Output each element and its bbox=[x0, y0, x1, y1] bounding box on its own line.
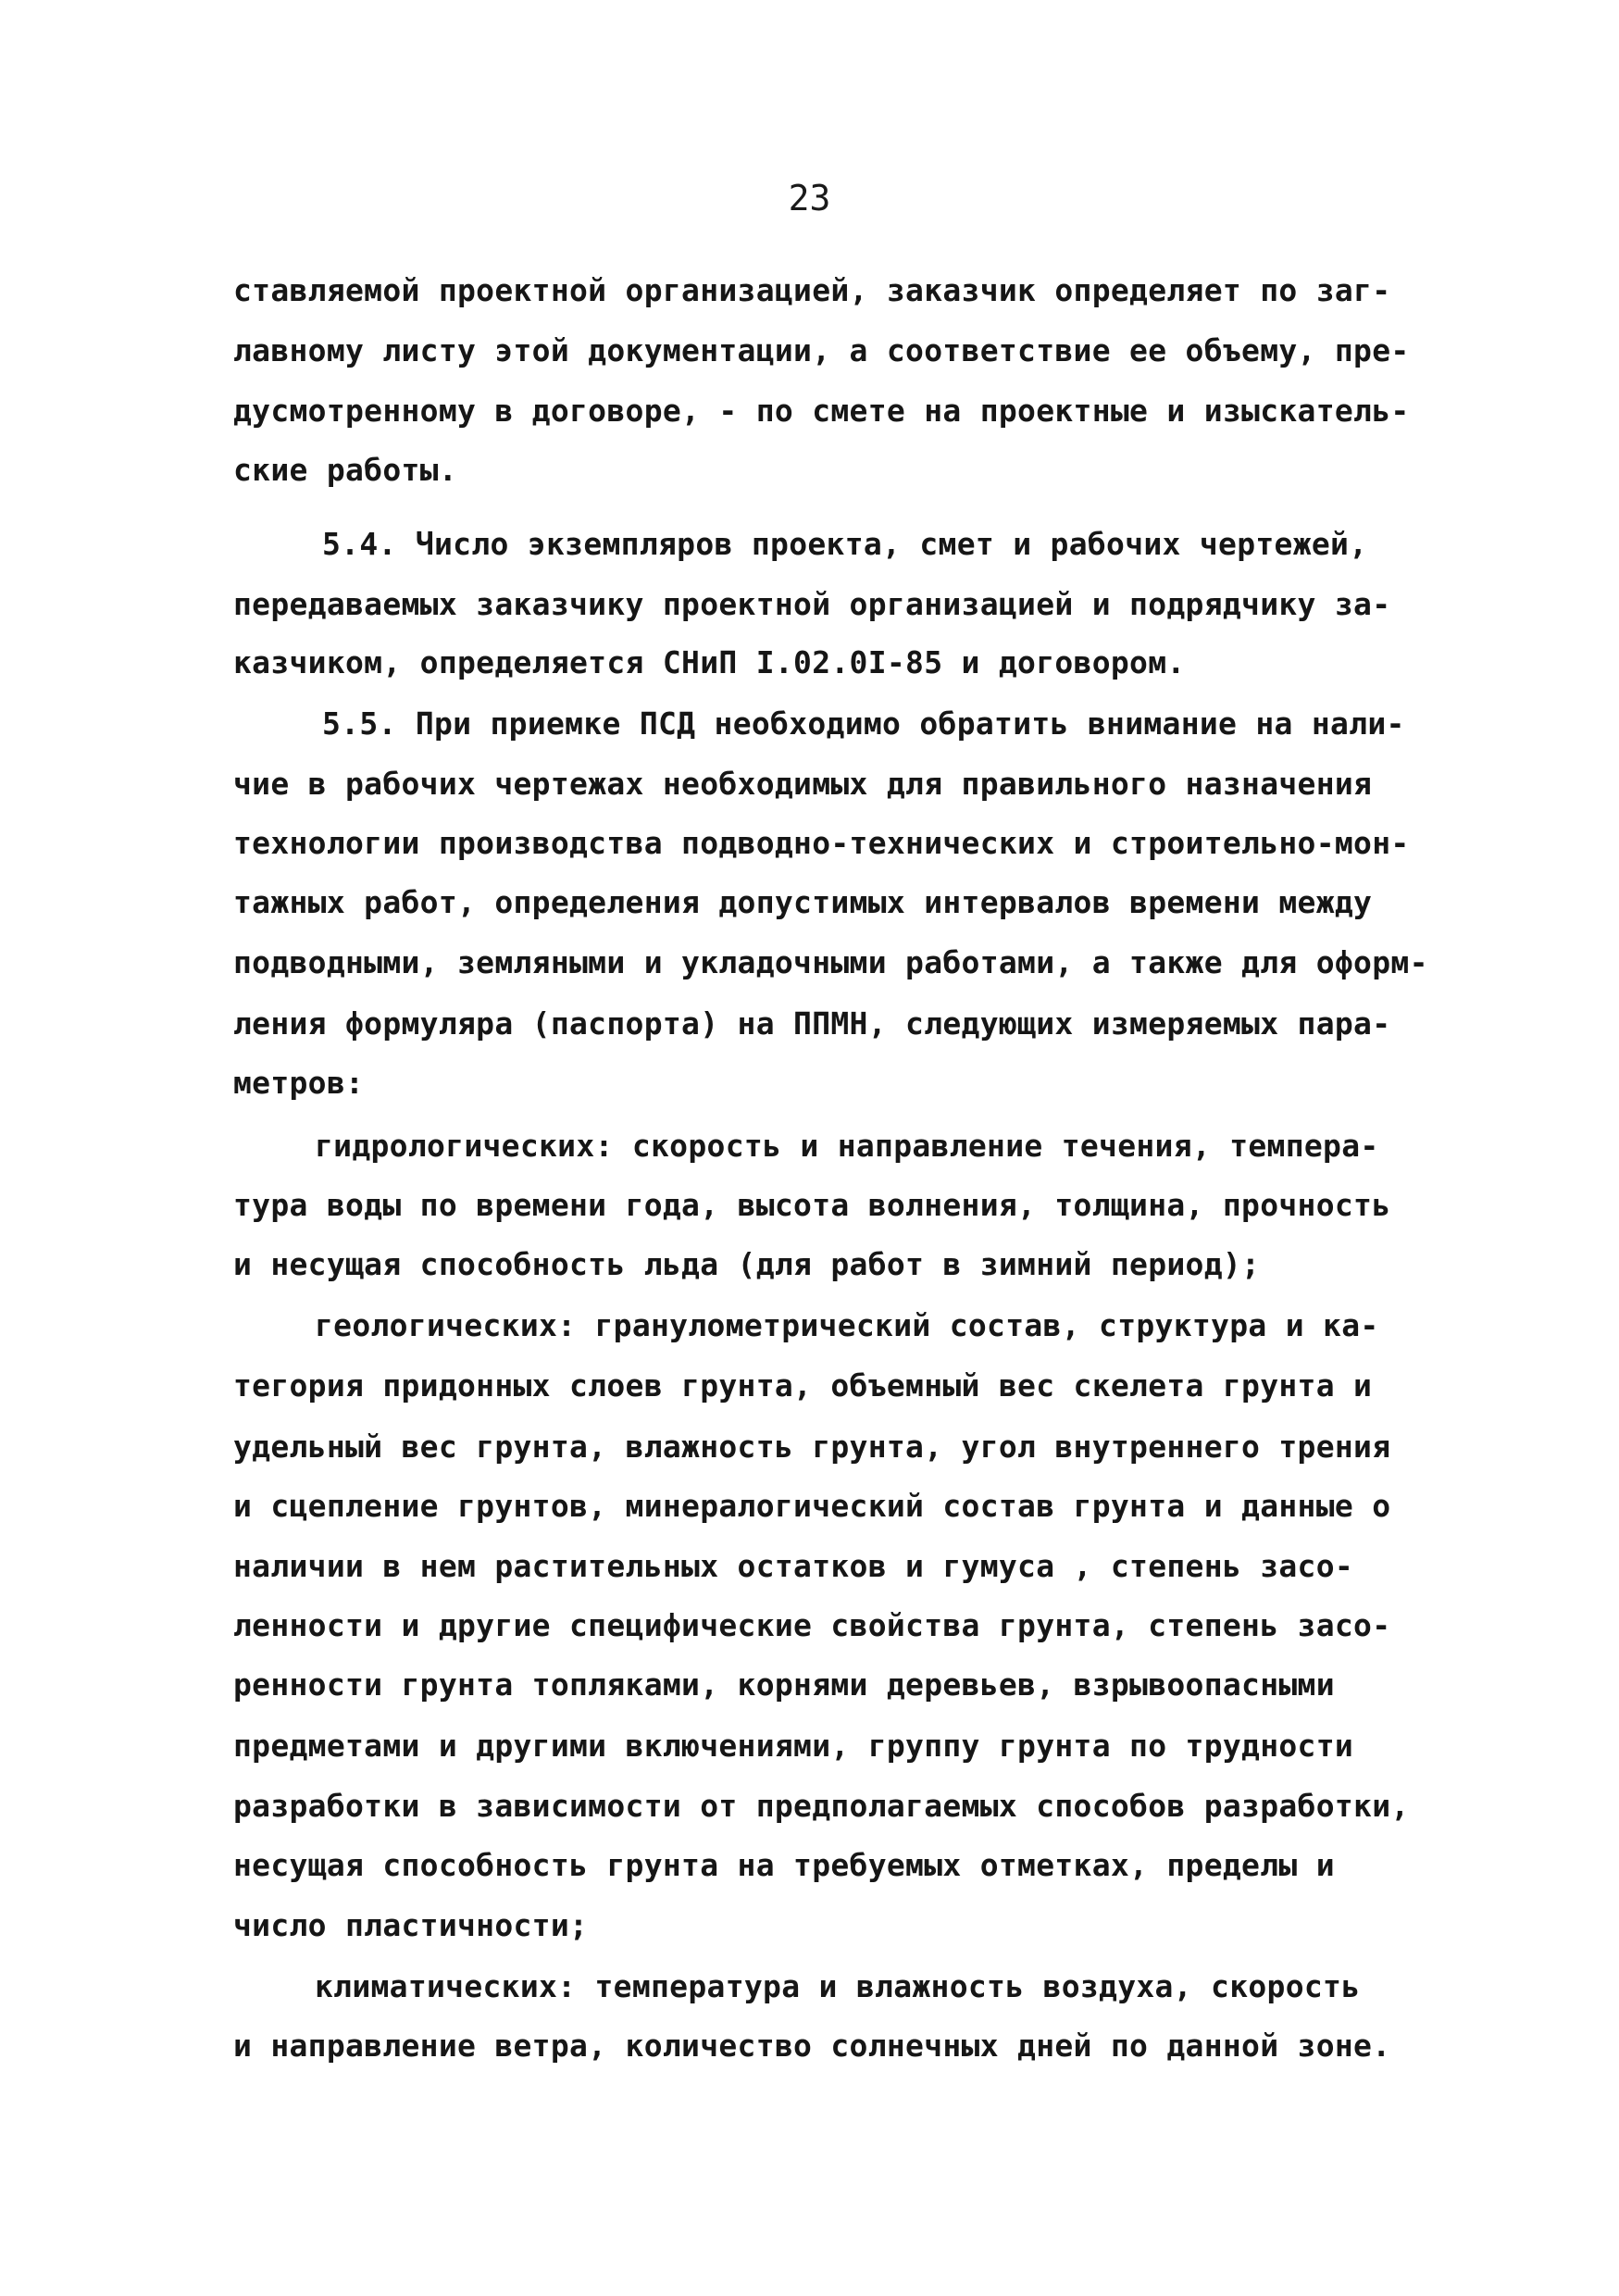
page-number: 23 bbox=[788, 178, 831, 218]
text-line: предметами и другими включениями, группу грунта по трудности bbox=[233, 1728, 1354, 1764]
text-line: ские работы. bbox=[233, 452, 458, 488]
text-line: чие в рабочих чертежах необходимых для правильного назначения bbox=[233, 766, 1373, 802]
text-line: климатических: температура и влажность воздуха, скорость bbox=[315, 1968, 1361, 2004]
text-line: передаваемых заказчику проектной организацией и подрядчику за- bbox=[233, 586, 1391, 622]
text-line: тура воды по времени года, высота волнения, толщина, прочность bbox=[233, 1187, 1391, 1223]
text-line: разработки в зависимости от предполагаемых способов разработки, bbox=[233, 1788, 1410, 1824]
text-line: и направление ветра, количество солнечных дней по данной зоне. bbox=[233, 2028, 1391, 2064]
text-line: ленности и другие специфические свойства грунта, степень засо- bbox=[233, 1607, 1391, 1643]
text-line: несущая способность грунта на требуемых отметках, пределы и bbox=[233, 1847, 1335, 1883]
text-line: подводными, земляными и укладочными работами, а также для оформ- bbox=[233, 944, 1428, 980]
text-line: технологии производства подводно-технических и строительно-мон- bbox=[233, 825, 1410, 861]
text-line: наличии в нем растительных остатков и гумуса , степень засо- bbox=[233, 1548, 1354, 1584]
text-line: и несущая способность льда (для работ в зимний период); bbox=[233, 1246, 1261, 1282]
text-line: 5.4. Число экземпляров проекта, смет и рабочих чертежей, bbox=[322, 526, 1368, 562]
text-line: число пластичности; bbox=[233, 1907, 589, 1943]
text-line: тажных работ, определения допустимых интервалов времени между bbox=[233, 884, 1373, 920]
text-line: гидрологических: скорость и направление течения, темпера- bbox=[315, 1128, 1379, 1164]
text-line: и сцепление грунтов, минералогический состав грунта и данные о bbox=[233, 1488, 1391, 1524]
text-line: метров: bbox=[233, 1065, 365, 1101]
text-line: 5.5. При приемке ПСД необходимо обратить внимание на нали- bbox=[322, 705, 1405, 742]
text-line: ления формуляра (паспорта) на ППМН, следующих измеряемых пара- bbox=[233, 1005, 1391, 1042]
text-line: лавному листу этой документации, а соответствие ее объему, пре- bbox=[233, 332, 1410, 368]
text-line: казчиком, определяется СНиП I.02.0I-85 и договором. bbox=[233, 644, 1186, 680]
text-line: удельный вес грунта, влажность грунта, угол внутреннего трения bbox=[233, 1429, 1391, 1465]
text-line: геологических: гранулометрический состав, структура и ка- bbox=[315, 1307, 1379, 1343]
text-line: тегория придонных слоев грунта, объемный вес скелета грунта и bbox=[233, 1367, 1373, 1404]
text-line: ставляемой проектной организацией, заказчик определяет по заг- bbox=[233, 272, 1391, 308]
text-line: ренности грунта топляками, корнями деревьев, взрывоопасными bbox=[233, 1666, 1335, 1703]
text-line: дусмотренному в договоре, - по смете на проектные и изыскатель- bbox=[233, 393, 1410, 429]
